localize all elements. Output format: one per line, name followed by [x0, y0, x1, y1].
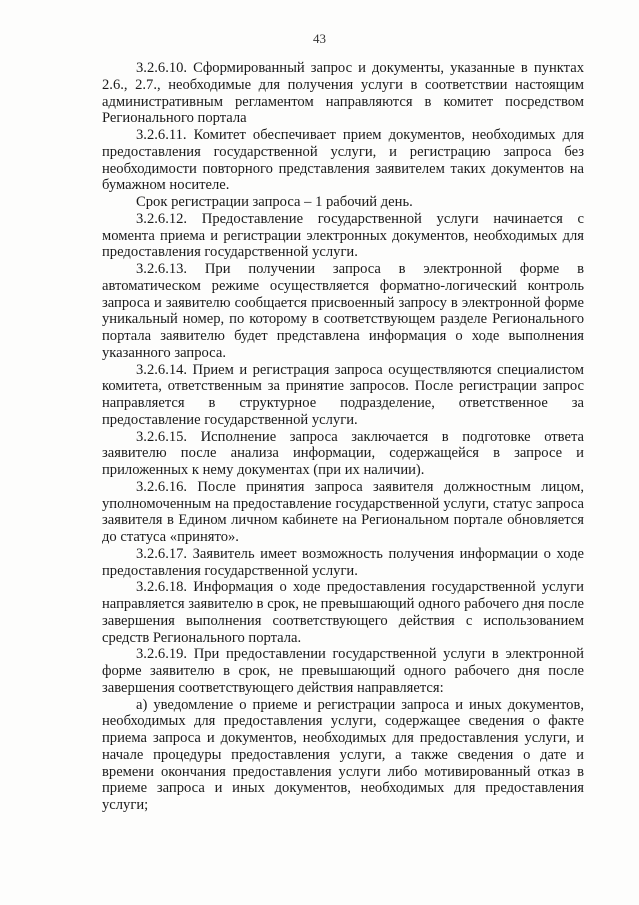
paragraph-3-2-6-14: 3.2.6.14. Прием и регистрация запроса осуществляются специалистом комитета, ответственным за принятие запросов. После регистрации запрос направляется в структурное подразделение, ответственное за предоставление государственной услуги.	[102, 361, 584, 428]
paragraph-3-2-6-12: 3.2.6.12. Предоставление государственной услуги начинается с момента приема и регистрации электронных документов, необходимых для предоставления государственной услуги.	[102, 210, 584, 261]
page-number: 43	[313, 31, 326, 46]
paragraph-3-2-6-13: 3.2.6.13. При получении запроса в электронной форме в автоматическом режиме осуществляется форматно-логический контроль запроса и заявителю сообщается присвоенный запросу в электронной форме уникальный номер, по которому в соответствующем разделе Регионального портала заявителю будет представлена информация о ходе выполнения указанного запроса.	[102, 261, 584, 361]
paragraph-3-2-6-17: 3.2.6.17. Заявитель имеет возможность получения информации о ходе предоставления государственной услуги.	[102, 545, 584, 579]
paragraph-registration-term: Срок регистрации запроса – 1 рабочий день.	[136, 194, 413, 210]
document-body	[102, 60, 584, 814]
paragraph-3-2-6-10: 3.2.6.10. Сформированный запрос и документы, указанные в пунктах 2.6., 2.7., необходимые для получения услуги в соответствии настоящим административным регламентом направляются в комитет посредством Регионального портала	[102, 60, 584, 127]
paragraph-3-2-6-15: 3.2.6.15. Исполнение запроса заключается в подготовке ответа заявителю после анализа информации, содержащейся в запросе и приложенных к нему документах (при их наличии).	[102, 428, 584, 478]
paragraph-3-2-6-18: 3.2.6.18. Информация о ходе предоставления государственной услуги направляется заявителю в срок, не превышающий одного рабочего дня после завершения выполнения соответствующего действия с использованием средств Регионального портала.	[102, 579, 584, 646]
paragraph-3-2-6-19: 3.2.6.19. При предоставлении государственной услуги в электронной форме заявителю в срок, не превышающий одного рабочего дня после завершения соответствующего действия направляется:	[102, 646, 584, 696]
paragraph-3-2-6-16: 3.2.6.16. После принятия запроса заявителя должностным лицом, уполномоченным на предоставление государственной услуги, статус запроса заявителя в Едином личном кабинете на Региональном портале обновляется до статуса «принято».	[102, 478, 584, 545]
paragraph-item-a: а) уведомление о приеме и регистрации запроса и иных документов, необходимых для предоставления услуги, содержащее сведения о факте приема запроса и документов, необходимых для предоставления услуги, и начале процедуры предоставления услуги, а также сведения о дате и времени окончания предоставления услуги либо мотивированный отказ в приеме запроса и иных документов, необходимых для предоставления услуги;	[102, 696, 584, 813]
paragraph-3-2-6-11: 3.2.6.11. Комитет обеспечивает прием документов, необходимых для предоставления государственной услуги, и регистрацию запроса без необходимости повторного представления заявителем таких документов на бумажном носителе.	[102, 127, 584, 194]
